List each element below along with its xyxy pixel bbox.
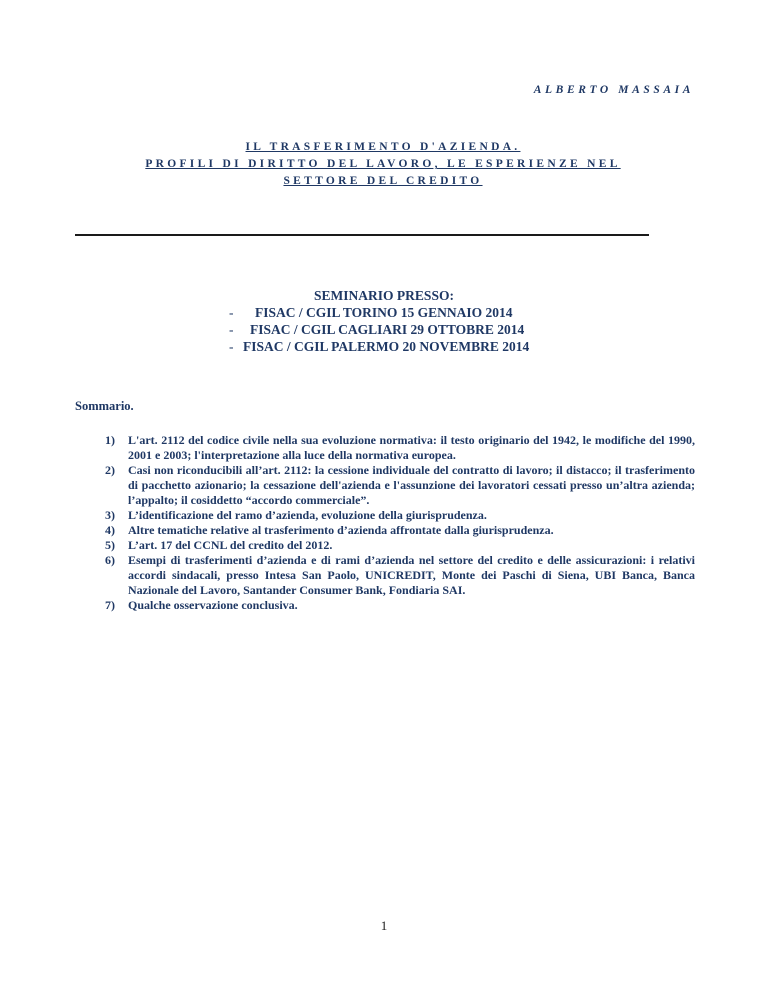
author-name: ALBERTO MASSAIA	[533, 84, 694, 96]
list-item-text: L'art. 2112 del codice civile nella sua evoluzione normativa: il testo originario del 1942, le modifiche del 1990, 2001 e 2003; l'interpretazione alla luce della normativa europea.	[128, 433, 695, 462]
seminar-item-text: FISAC / CGIL TORINO 15 GENNAIO 2014	[255, 305, 513, 320]
list-item-number: 6)	[105, 553, 115, 567]
list-item	[105, 508, 695, 523]
list-item	[105, 538, 695, 553]
title-line-1: IL TRASFERIMENTO D'AZIENDA.	[245, 141, 521, 153]
seminar-heading: SEMINARIO PRESSO:	[314, 288, 454, 303]
list-item-text: Altre tematiche relative al trasferimento d’azienda affrontate dalla giurisprudenza.	[128, 523, 554, 537]
seminar-block	[0, 287, 768, 355]
seminar-item	[229, 304, 768, 321]
summary-label: Sommario.	[75, 399, 134, 413]
seminar-bullet: -	[229, 305, 234, 320]
list-item-text: L’identificazione del ramo d’azienda, evoluzione della giurisprudenza.	[128, 508, 487, 522]
list-item	[105, 433, 695, 463]
list-item-number: 3)	[105, 508, 115, 522]
list-item-number: 4)	[105, 523, 115, 537]
document-title	[90, 139, 676, 190]
horizontal-rule	[75, 234, 649, 236]
list-item-number: 7)	[105, 598, 115, 612]
page-number: 1	[380, 918, 388, 933]
list-item-number: 2)	[105, 463, 115, 477]
list-item	[105, 463, 695, 508]
seminar-item-text: FISAC / CGIL CAGLIARI 29 OTTOBRE 2014	[250, 322, 525, 337]
list-item-text: Casi non riconducibili all’art. 2112: la cessione individuale del contratto di lavoro; il distacco; il trasferimento di pacchetto azionario; la cessazione dell'azienda e l'assunzione dei lavoratori cessati presso un’altra azienda; l’appalto; il cosiddetto “accordo commerciale”.	[128, 463, 695, 507]
list-item	[105, 553, 695, 598]
list-item-text: Esempi di trasferimenti d’azienda e di rami d’azienda nel settore del credito e delle assicurazioni: i relativi accordi sindacali, presso Intesa San Paolo, UNICREDIT, Monte dei Paschi di Siena, UBI Banca, Banca Nazionale del Lavoro, Santander Consumer Bank, Fondiaria SAI.	[128, 553, 695, 597]
list-item-number: 1)	[105, 433, 115, 447]
seminar-item	[229, 321, 768, 338]
title-line-2: PROFILI DI DIRITTO DEL LAVORO, LE ESPERIENZE NEL	[145, 158, 621, 170]
list-item-number: 5)	[105, 538, 115, 552]
list-item-text: L’art. 17 del CCNL del credito del 2012.	[128, 538, 333, 552]
seminar-bullet: -	[229, 322, 234, 337]
title-line-3: SETTORE DEL CREDITO	[283, 175, 483, 187]
seminar-item-text: FISAC / CGIL PALERMO 20 NOVEMBRE 2014	[243, 339, 530, 354]
list-item-text: Qualche osservazione conclusiva.	[128, 598, 298, 612]
list-item	[105, 523, 695, 538]
seminar-item	[229, 338, 768, 355]
seminar-bullet: -	[229, 339, 234, 354]
summary-list	[105, 433, 695, 613]
list-item	[105, 598, 695, 613]
